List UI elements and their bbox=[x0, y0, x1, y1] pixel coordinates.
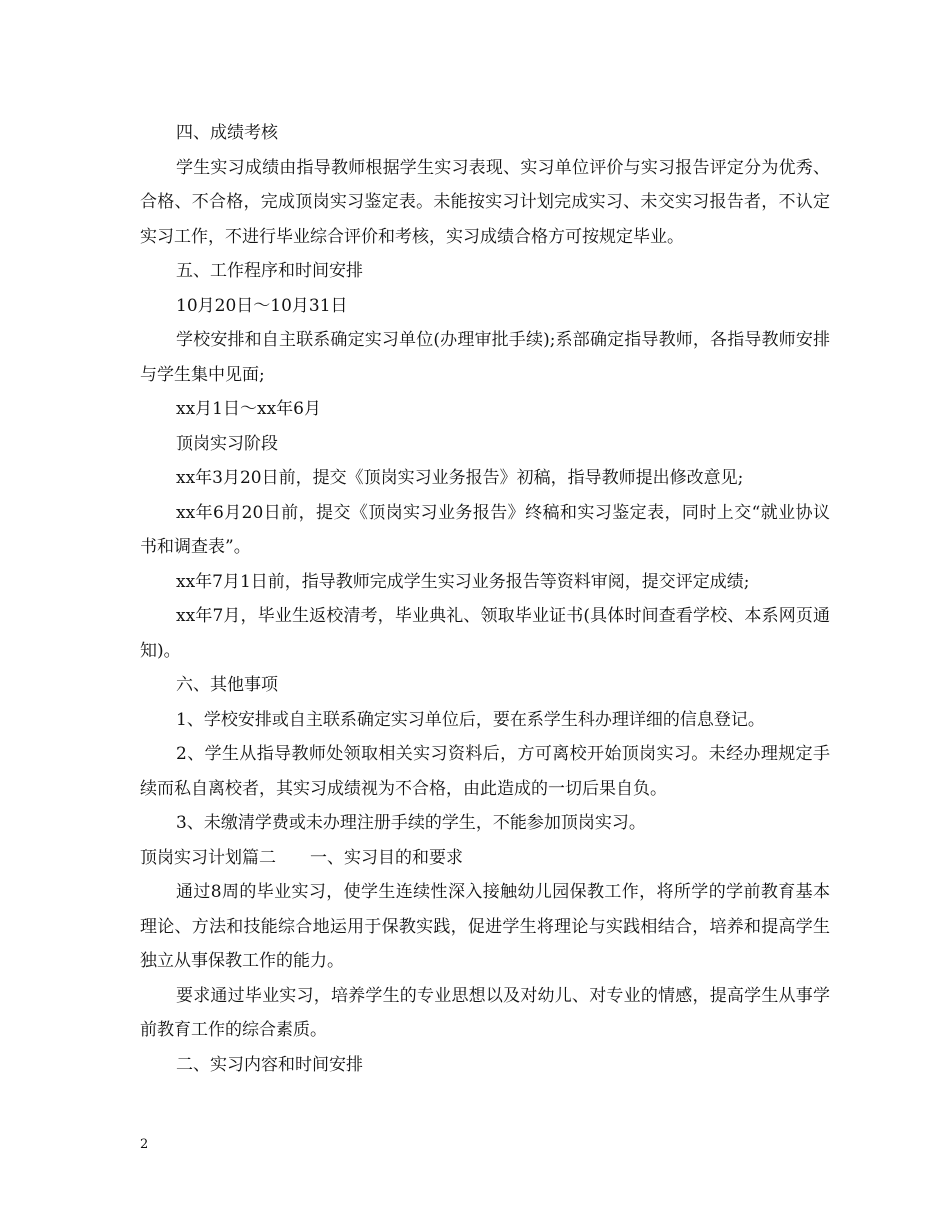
section2-title: 顶岗实习计划篇二 bbox=[140, 847, 276, 868]
heading-grade-assessment: 四、成绩考核 bbox=[176, 123, 278, 143]
section2-heading: 一、实习目的和要求 bbox=[310, 847, 463, 868]
schedule-item-6: xx年7月，毕业生返校清考，毕业典礼、领取毕业证书(具体时间查看学校、本系网页通知)。 bbox=[140, 606, 830, 661]
document-body bbox=[140, 116, 830, 1082]
schedule-item-3: xx年3月20日前，提交《顶岗实习业务报告》初稿，指导教师提出修改意见; bbox=[176, 468, 744, 488]
other-item-1: 1、学校安排或自主联系确定实习单位后，要在系学生科办理详细的信息登记。 bbox=[176, 709, 765, 730]
paragraph-internship-requirements: 要求通过毕业实习，培养学生的专业思想以及对幼儿、对专业的情感，提高学生从事学前教育工作的综合素质。 bbox=[140, 985, 830, 1040]
other-item-3: 3、未缴清学费或未办理注册手续的学生，不能参加顶岗实习。 bbox=[176, 813, 646, 833]
schedule-date-1: 10月20日～10月31日 bbox=[176, 295, 348, 316]
schedule-item-5: xx年7月1日前，指导教师完成学生实习业务报告等资料审阅，提交评定成绩; bbox=[176, 571, 750, 592]
schedule-item-1: 学校安排和自主联系确定实习单位(办理审批手续);系部确定指导教师，各指导教师安排与学生集中见面; bbox=[140, 330, 830, 385]
paragraph-grade-rules: 学生实习成绩由指导教师根据学生实习表现、实习单位评价与实习报告评定分为优秀、合格、不合格，完成顶岗实习鉴定表。未能按实习计划完成实习、未交实习报告者，不认定实习工作，不进行毕业综合评价和考核，实习成绩合格方可按规定毕业。 bbox=[140, 157, 830, 247]
paragraph-internship-goals: 通过8周的毕业实习，使学生连续性深入接触幼儿园保教工作，将所学的学前教育基本理论、方法和技能综合地运用于保教实践，促进学生将理论与实践相结合，培养和提高学生独立从事保教工作的能力。 bbox=[140, 882, 830, 971]
heading-other-matters: 六、其他事项 bbox=[176, 675, 278, 695]
schedule-item-2: 顶岗实习阶段 bbox=[176, 433, 278, 454]
schedule-item-4: xx年6月20日前，提交《顶岗实习业务报告》终稿和实习鉴定表，同时上交“就业协议书和调查表”。 bbox=[140, 502, 830, 557]
page-number: 2 bbox=[140, 1137, 149, 1152]
schedule-date-2: xx月1日～xx年6月 bbox=[176, 399, 321, 419]
other-item-2: 2、学生从指导教师处领取相关实习资料后，方可离校开始顶岗实习。未经办理规定手续而私自离校者，其实习成绩视为不合格，由此造成的一切后果自负。 bbox=[140, 744, 830, 799]
section2-title-line bbox=[140, 841, 830, 876]
heading-schedule: 五、工作程序和时间安排 bbox=[176, 261, 363, 281]
heading-content-schedule: 二、实习内容和时间安排 bbox=[176, 1054, 363, 1075]
